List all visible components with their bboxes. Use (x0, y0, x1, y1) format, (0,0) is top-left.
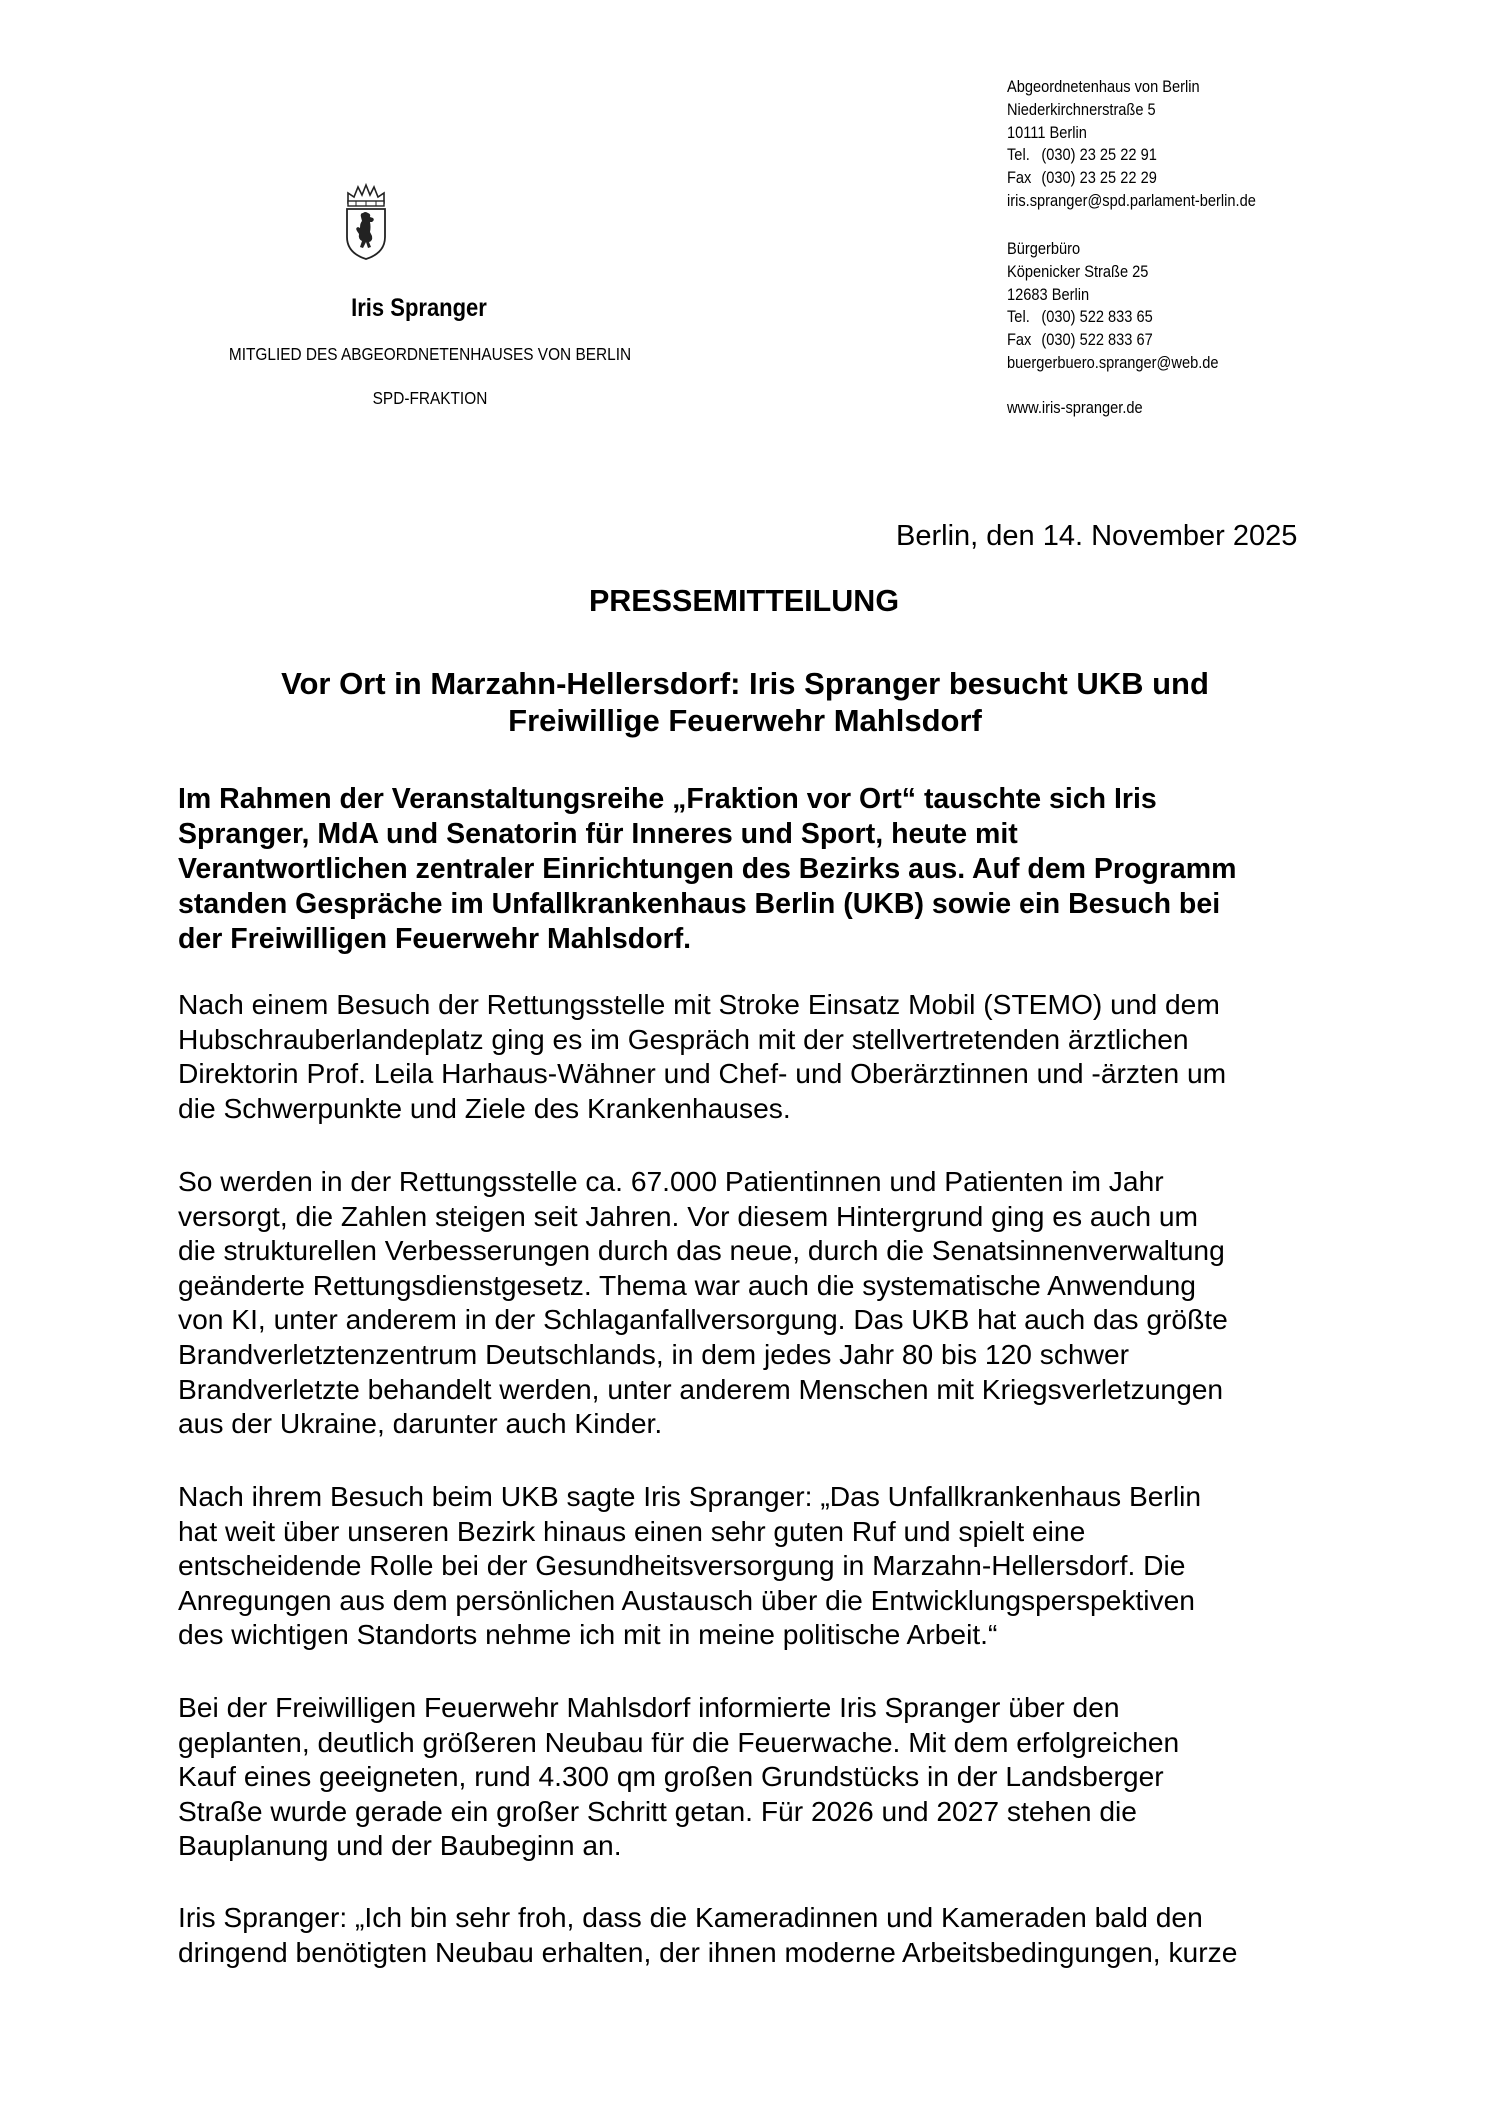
paragraph-line: entscheidende Rolle bei der Gesundheitsversorgung in Marzahn-Hellersdorf. Die (178, 1549, 1186, 1582)
lead-line: der Freiwilligen Feuerwehr Mahlsdorf. (178, 923, 692, 955)
paragraph-line: aus der Ukraine, darunter auch Kinder. (178, 1407, 663, 1440)
fax-label: Fax (1007, 168, 1032, 188)
phone-number: (030) 23 25 22 91 (1041, 145, 1157, 165)
phone-label: Tel. (1007, 307, 1030, 327)
address-line: 12683 Berlin (1007, 284, 1090, 304)
paragraph-line: Kauf eines geeigneten, rund 4.300 qm großen Grundstücks in der Landsberger (178, 1760, 1164, 1793)
paragraph-line: Nach ihrem Besuch beim UKB sagte Iris Spranger: „Das Unfallkrankenhaus Berlin (178, 1480, 1202, 1512)
paragraph-line: Brandverletztenzentrum Deutschlands, in dem jedes Jahr 80 bis 120 schwer (178, 1337, 1130, 1370)
paragraph-line: Direktorin Prof. Leila Harhaus-Wähner und Chef- und Oberärztinnen und -ärzten um (178, 1057, 1227, 1090)
paragraph-line: Bei der Freiwilligen Feuerwehr Mahlsdorf informierte Iris Spranger über den (178, 1691, 1120, 1723)
paragraph-line: die Schwerpunkte und Ziele des Krankenhauses. (178, 1091, 791, 1124)
paragraph-line: dringend benötigten Neubau erhalten, der ihnen moderne Arbeitsbedingungen, kurze (178, 1935, 1238, 1968)
date-line: Berlin, den 14. November 2025 (896, 520, 1298, 552)
phone-line (1007, 144, 1256, 167)
headline (150, 665, 1340, 739)
paragraph-line: geänderte Rettungsdienstgesetz. Thema war auch die systematische Anwendung (178, 1268, 1196, 1301)
sender-party: SPD-FRAKTION (372, 388, 488, 408)
paragraph-line: Anregungen aus dem persönlichen Austausch über die Entwicklungsperspektiven (178, 1583, 1195, 1616)
parliament-address (1007, 76, 1256, 213)
address-line: Bürgerbüro (1007, 239, 1081, 258)
body-paragraph (178, 1900, 1328, 1969)
sender-role: MITGLIED DES ABGEORDNETENHAUSES VON BERLIN (228, 344, 632, 364)
fax-number: (030) 23 25 22 29 (1041, 168, 1157, 188)
body-paragraph (178, 1164, 1328, 1441)
office-address (1007, 238, 1219, 420)
document-type: PRESSEMITTEILUNG (588, 584, 900, 618)
lead-paragraph (178, 782, 1328, 957)
address-line: Abgeordnetenhaus von Berlin (1007, 77, 1200, 96)
fax-line (1007, 329, 1219, 352)
address-line: Köpenicker Straße 25 (1007, 261, 1149, 281)
body-paragraph (178, 987, 1328, 1125)
paragraph-line: So werden in der Rettungsstelle ca. 67.000 Patientinnen und Patienten im Jahr (178, 1165, 1164, 1197)
phone-label: Tel. (1007, 145, 1030, 165)
paragraph-line: Bauplanung und der Baubeginn an. (178, 1829, 622, 1862)
address-line: 10111 Berlin (1007, 122, 1087, 142)
paragraph-line: die strukturellen Verbesserungen durch das neue, durch die Senatsinnenverwaltung (178, 1234, 1225, 1267)
phone-number: (030) 522 833 65 (1041, 307, 1153, 327)
paragraph-line: hat weit über unseren Bezirk hinaus einen sehr guten Ruf und spielt eine (178, 1514, 1086, 1547)
paragraph-line: versorgt, die Zahlen steigen seit Jahren. Vor diesem Hintergrund ging es auch um (178, 1199, 1199, 1232)
email-link[interactable]: iris.spranger@spd.parlament-berlin.de (1007, 190, 1256, 210)
body-paragraph (178, 1479, 1328, 1652)
fax-label: Fax (1007, 330, 1032, 350)
headline-line: Freiwillige Feuerwehr Mahlsdorf (508, 703, 982, 738)
berlin-crest-icon (344, 181, 388, 261)
paragraph-line: Hubschrauberlandeplatz ging es im Gespräch mit der stellvertretenden ärztlichen (178, 1022, 1189, 1055)
headline-line: Vor Ort in Marzahn-Hellersdorf: Iris Spranger besucht UKB und (281, 666, 1209, 701)
paragraph-line: Straße wurde gerade ein großer Schritt getan. Für 2026 und 2027 stehen die (178, 1794, 1137, 1827)
body-paragraph (178, 1690, 1328, 1863)
lead-line: standen Gespräche im Unfallkrankenhaus Berlin (UKB) sowie ein Besuch bei (178, 888, 1221, 920)
fax-number: (030) 522 833 67 (1041, 330, 1153, 350)
lead-line: Spranger, MdA und Senatorin für Inneres und Sport, heute mit (178, 818, 1018, 850)
address-line: Niederkirchnerstraße 5 (1007, 99, 1156, 119)
phone-line (1007, 306, 1219, 329)
paragraph-line: Nach einem Besuch der Rettungsstelle mit Stroke Einsatz Mobil (STEMO) und dem (178, 988, 1220, 1020)
paragraph-line: Iris Spranger: „Ich bin sehr froh, dass die Kameradinnen und Kameraden bald den (178, 1901, 1203, 1933)
fax-line (1007, 167, 1256, 190)
sender-name: Iris Spranger (351, 294, 487, 322)
paragraph-line: geplanten, deutlich größeren Neubau für die Feuerwache. Mit dem erfolgreichen (178, 1725, 1180, 1758)
lead-line: Im Rahmen der Veranstaltungsreihe „Fraktion vor Ort“ tauschte sich Iris (178, 783, 1157, 815)
email-link[interactable]: buergerbuero.spranger@web.de (1007, 352, 1219, 372)
website-link[interactable]: www.iris-spranger.de (1007, 397, 1143, 417)
paragraph-line: Brandverletzte behandelt werden, unter anderem Menschen mit Kriegsverletzungen (178, 1372, 1224, 1405)
lead-line: Verantwortlichen zentraler Einrichtungen des Bezirks aus. Auf dem Programm (178, 853, 1237, 885)
paragraph-line: des wichtigen Standorts nehme ich mit in meine politische Arbeit.“ (178, 1618, 998, 1651)
paragraph-line: von KI, unter anderem in der Schlaganfallversorgung. Das UKB hat auch das größte (178, 1303, 1228, 1336)
